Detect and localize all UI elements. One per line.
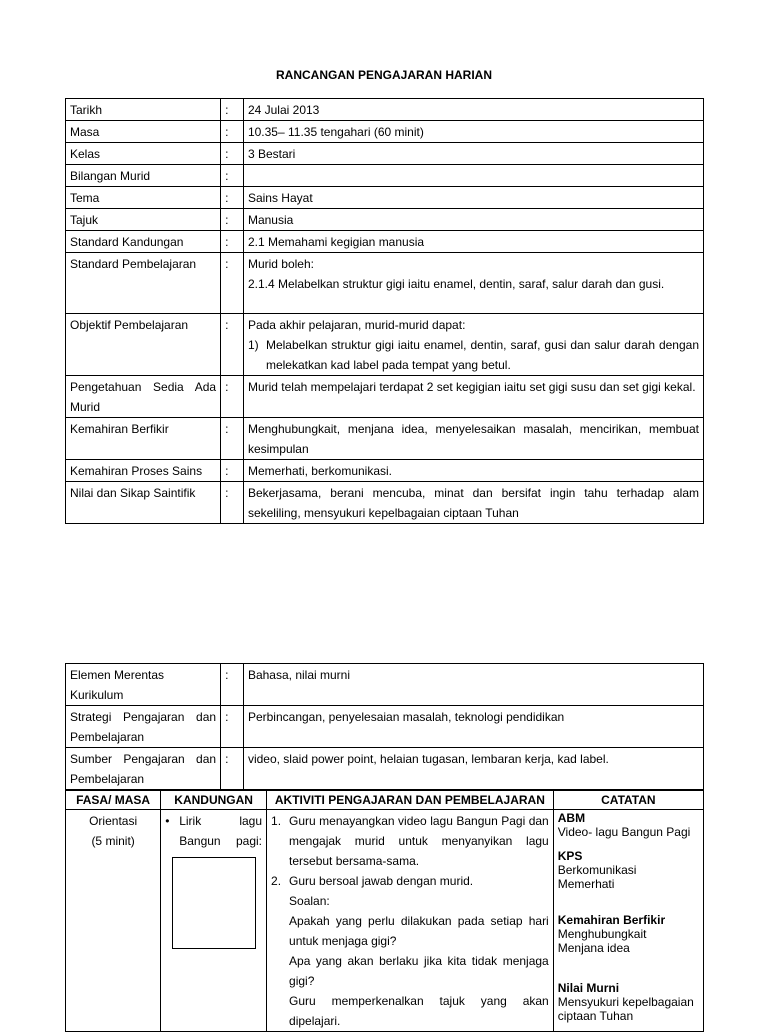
note-item: Memerhati [557, 877, 615, 891]
activity-text: Guru menayangkan video lagu Bangun Pagi dan mengajak murid untuk menyanyikan lagu tersebut bersama-sama. [289, 814, 549, 868]
list-item [271, 811, 549, 871]
note-heading: ABM [557, 811, 586, 825]
info-value: Sains Hayat [243, 187, 703, 209]
content-cell [161, 810, 267, 1032]
info-label: Standard Pembelajaran [66, 253, 221, 314]
extra-value: video, slaid power point, helaian tugasan, lembaran kerja, kad label. [243, 748, 703, 790]
header-catatan: CATATAN [553, 791, 703, 810]
info-label: Masa [66, 121, 221, 143]
bullet-icon: • [165, 814, 170, 828]
note-item: Berkomunikasi [557, 863, 637, 877]
info-value-line: 2.1.4 Melabelkan struktur gigi iaitu enamel, dentin, saraf, salur darah dan gusi. [247, 277, 665, 291]
info-label: Bilangan Murid [66, 165, 221, 187]
info-sep: : [221, 187, 244, 209]
header-kandungan: KANDUNGAN [161, 791, 267, 810]
info-sep: : [221, 460, 244, 482]
lyrics-box [172, 857, 256, 949]
extra-value: Perbincangan, penyelesaian masalah, teknologi pendidikan [243, 706, 703, 748]
objective-text: Melabelkan struktur gigi iaitu enamel, dentin, saraf, gusi dan salur darah dengan melekatkan kad label pada tempat yang betul. [265, 338, 699, 372]
info-row-pengetahuan [66, 376, 704, 418]
note-heading: Kemahiran Berfikir [557, 913, 666, 927]
note-item: Menghubungkait [557, 927, 647, 941]
lesson-row [66, 810, 704, 1032]
info-row-nilai [66, 482, 704, 524]
extra-label: Elemen Merentas Kurikulum [66, 664, 221, 706]
info-row-objektif [66, 314, 704, 376]
page-title: RANCANGAN PENGAJARAN HARIAN [275, 68, 492, 82]
closing-text: Guru memperkenalkan tajuk yang akan dipelajari. [289, 994, 549, 1028]
info-sep: : [221, 418, 244, 460]
info-label: Standard Kandungan [66, 231, 221, 253]
info-value: 24 Julai 2013 [243, 99, 703, 121]
info-value [243, 165, 703, 187]
info-row-kps [66, 460, 704, 482]
info-value-line: Murid boleh: [247, 257, 314, 271]
list-item [165, 811, 262, 851]
note-item: Video- lagu Bangun Pagi [557, 825, 691, 839]
soalan-label: Soalan: [289, 894, 330, 908]
info-sep: : [221, 209, 244, 231]
content-text: Lirik lagu Bangun pagi: [179, 814, 263, 848]
info-sep: : [221, 165, 244, 187]
extra-table [65, 663, 704, 790]
objective-intro: Pada akhir pelajaran, murid-murid dapat: [247, 318, 466, 332]
objective-list [248, 335, 699, 375]
info-sep: : [221, 121, 244, 143]
info-row-kelas [66, 143, 704, 165]
note-item: Menjana idea [557, 941, 630, 955]
list-number: 1. [271, 814, 282, 828]
info-sep: : [221, 314, 244, 376]
info-table [65, 98, 704, 524]
extra-sep: : [221, 706, 244, 748]
info-value: Murid telah mempelajari terdapat 2 set kegigian iaitu set gigi susu dan set gigi kekal. [243, 376, 703, 418]
info-value: Memerhati, berkomunikasi. [243, 460, 703, 482]
info-row-tema [66, 187, 704, 209]
info-row-standard-pembelajaran [66, 253, 704, 314]
info-value: Menghubungkait, menjana idea, menyelesaikan masalah, mencirikan, membuat kesimpulan [243, 418, 703, 460]
list-item [248, 335, 699, 375]
note-item: Mensyukuri kepelbagaian ciptaan Tuhan [557, 995, 694, 1023]
header-fasa: FASA/ MASA [66, 791, 161, 810]
question-text: Apakah yang perlu dilakukan pada setiap hari untuk menjaga gigi? [289, 914, 549, 948]
info-label: Tema [66, 187, 221, 209]
info-label: Kelas [66, 143, 221, 165]
extra-label: Strategi Pengajaran dan Pembelajaran [66, 706, 221, 748]
info-label: Nilai dan Sikap Saintifik [66, 482, 221, 524]
activity-text: Guru bersoal jawab dengan murid. [289, 874, 474, 888]
note-heading: KPS [557, 849, 583, 863]
info-row-kemahiran-berfikir [66, 418, 704, 460]
info-sep: : [221, 253, 244, 314]
phase-name: Orientasi [89, 814, 138, 828]
info-sep: : [221, 482, 244, 524]
info-sep: : [221, 376, 244, 418]
notes-cell [553, 810, 703, 1032]
info-label: Pengetahuan Sedia Ada Murid [66, 376, 221, 418]
info-sep: : [221, 99, 244, 121]
info-value: 10.35– 11.35 tengahari (60 minit) [243, 121, 703, 143]
info-row-tarikh [66, 99, 704, 121]
extra-sep: : [221, 664, 244, 706]
info-value [243, 314, 703, 376]
info-value: Manusia [243, 209, 703, 231]
info-label: Kemahiran Proses Sains [66, 460, 221, 482]
activity-cell [267, 810, 554, 1032]
extra-value: Bahasa, nilai murni [243, 664, 703, 706]
info-value [243, 253, 703, 314]
info-row-bilangan-murid [66, 165, 704, 187]
list-number: 2. [271, 874, 282, 888]
info-value: Bekerjasama, berani mencuba, minat dan bersifat ingin tahu terhadap alam sekeliling, mensyukuri kepelbagaian ciptaan Tuhan [243, 482, 703, 524]
info-value: 2.1 Memahami kegigian manusia [243, 231, 703, 253]
info-sep: : [221, 231, 244, 253]
extra-row-elemen [66, 664, 704, 706]
list-number: 1) [247, 338, 259, 352]
extra-row-strategi [66, 706, 704, 748]
extra-row-sumber [66, 748, 704, 790]
list-item [271, 871, 549, 891]
info-row-standard-kandungan [66, 231, 704, 253]
note-heading: Nilai Murni [557, 981, 620, 995]
info-row-tajuk [66, 209, 704, 231]
info-label: Tarikh [66, 99, 221, 121]
extra-sep: : [221, 748, 244, 790]
lesson-header-row [66, 791, 704, 810]
info-sep: : [221, 143, 244, 165]
question-text: Apa yang akan berlaku jika kita tidak menjaga gigi? [289, 954, 549, 988]
info-label: Objektif Pembelajaran [66, 314, 221, 376]
extra-label: Sumber Pengajaran dan Pembelajaran [66, 748, 221, 790]
lesson-table [65, 790, 704, 1032]
info-label: Kemahiran Berfikir [66, 418, 221, 460]
phase-duration: (5 minit) [91, 834, 135, 848]
phase-cell [66, 810, 161, 1032]
header-aktiviti: AKTIVITI PENGAJARAN DAN PEMBELAJARAN [267, 791, 554, 810]
info-value: 3 Bestari [243, 143, 703, 165]
info-label: Tajuk [66, 209, 221, 231]
info-row-masa [66, 121, 704, 143]
